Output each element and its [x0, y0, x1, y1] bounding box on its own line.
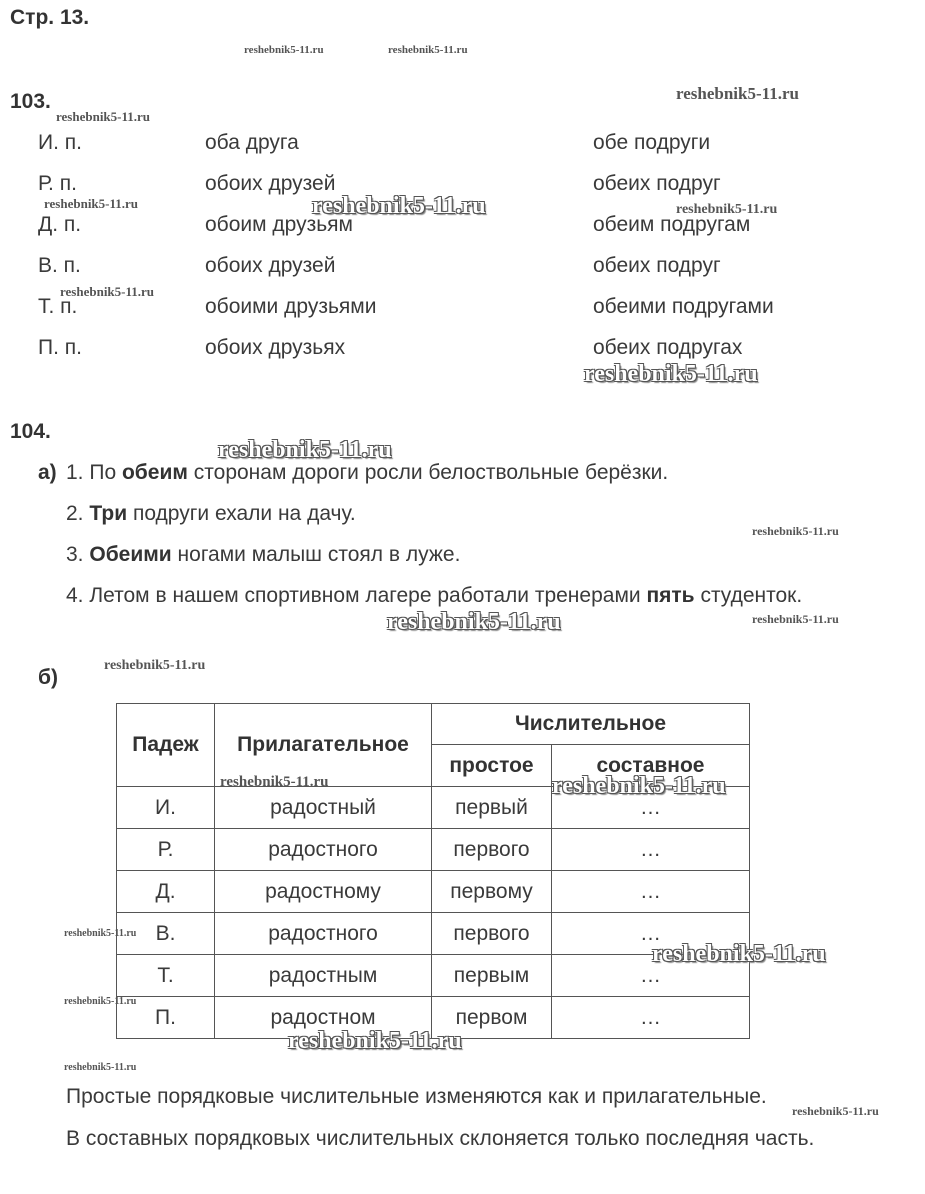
sentence-text: сторонам дороги росли белоствольные берёзки.: [193, 461, 669, 484]
case-label: Т. п.: [38, 295, 78, 318]
watermark: reshebnik5-11.ru: [387, 609, 561, 635]
declension-table: [116, 703, 750, 1039]
watermark: reshebnik5-11.ru: [676, 84, 799, 103]
cell-simple: первым: [432, 955, 552, 997]
page-title: Стр. 13.: [10, 6, 90, 29]
cell-compound: …: [552, 829, 750, 871]
watermark: reshebnik5-11.ru: [752, 612, 839, 626]
watermark: reshebnik5-11.ru: [104, 658, 206, 673]
watermark: reshebnik5-11.ru: [64, 1062, 137, 1073]
watermark: reshebnik5-11.ru: [56, 109, 151, 124]
feminine-form: обеих подруг: [593, 254, 721, 277]
case-label: И. п.: [38, 131, 82, 154]
task-104-number: 104.: [10, 420, 51, 443]
watermark: reshebnik5-11.ru: [552, 773, 726, 799]
highlighted-numeral: пять: [646, 584, 695, 607]
cell-adjective: радостного: [215, 829, 432, 871]
highlighted-numeral: Три: [89, 502, 128, 525]
watermark: reshebnik5-11.ru: [44, 196, 139, 211]
task-103-number: 103.: [10, 90, 51, 113]
sentence-3: [66, 543, 460, 567]
sentence-text: студенток.: [700, 584, 803, 607]
masculine-form: обоих друзьях: [205, 336, 346, 359]
watermark: reshebnik5-11.ru: [652, 941, 826, 967]
cell-case: И.: [117, 787, 215, 829]
table-header-row: [117, 704, 750, 745]
case-label: П. п.: [38, 336, 82, 359]
cell-simple: первом: [432, 997, 552, 1039]
sentence-number: 4.: [66, 584, 84, 607]
cell-simple: первого: [432, 913, 552, 955]
cell-adjective: радостный: [215, 787, 432, 829]
watermark: reshebnik5-11.ru: [792, 1104, 879, 1118]
cell-compound: …: [552, 913, 750, 955]
watermark: reshebnik5-11.ru: [288, 1028, 462, 1054]
case-label: В. п.: [38, 254, 81, 277]
sentence-4: [66, 584, 802, 608]
watermark: reshebnik5-11.ru: [60, 284, 155, 299]
header-compound: составное: [552, 745, 750, 787]
cell-compound: …: [552, 997, 750, 1039]
watermark: reshebnik5-11.ru: [752, 524, 839, 538]
masculine-form: оба друга: [205, 131, 299, 154]
case-label: Р. п.: [38, 172, 77, 195]
masculine-form: обоими друзьями: [205, 295, 377, 318]
table-row: [117, 871, 750, 913]
part-b-label: б): [38, 666, 58, 689]
cell-adjective: радостному: [215, 871, 432, 913]
cell-case: П.: [117, 997, 215, 1039]
watermark: reshebnik5-11.ru: [64, 928, 137, 939]
highlighted-numeral: обеим: [121, 461, 188, 484]
header-case: Падеж: [117, 704, 215, 787]
watermark: reshebnik5-11.ru: [584, 361, 758, 387]
cell-adjective: радостном: [215, 997, 432, 1039]
cell-compound: …: [552, 787, 750, 829]
sentence-2: [66, 502, 356, 526]
watermark: reshebnik5-11.ru: [64, 996, 137, 1007]
cell-compound: …: [552, 955, 750, 997]
masculine-form: обоих друзей: [205, 254, 336, 277]
masculine-form: обоих друзей: [205, 172, 336, 195]
table-row: [117, 829, 750, 871]
sentence-number: 1.: [66, 461, 84, 484]
cell-simple: первому: [432, 871, 552, 913]
conclusion-note-1: Простые порядковые числительные изменяются как и прилагательные.: [66, 1085, 767, 1108]
feminine-form: обе подруги: [593, 131, 711, 154]
sentence-text: подруги ехали на дачу.: [132, 502, 356, 525]
watermark: reshebnik5-11.ru: [220, 774, 329, 790]
watermark: reshebnik5-11.ru: [388, 44, 468, 56]
sentence-text: ногами малыш стоял в луже.: [177, 543, 461, 566]
sentence-text: По: [89, 461, 117, 484]
sentence-text: Летом в нашем спортивном лагере работали тренерами: [89, 584, 641, 607]
feminine-form: обеих подруг: [593, 172, 721, 195]
cell-case: В.: [117, 913, 215, 955]
sentence-number: 3.: [66, 543, 84, 566]
cell-adjective: радостного: [215, 913, 432, 955]
sentence-number: 2.: [66, 502, 84, 525]
watermark: reshebnik5-11.ru: [676, 202, 778, 217]
cell-adjective: радостным: [215, 955, 432, 997]
header-numeral: Числительное: [432, 704, 750, 745]
header-adjective: Прилагательное: [215, 704, 432, 787]
conclusion-note-2: В составных порядковых числительных склоняется только последняя часть.: [66, 1127, 815, 1150]
feminine-form: обеими подругами: [593, 295, 774, 318]
feminine-form: обеим подругам: [593, 213, 751, 236]
watermark: reshebnik5-11.ru: [244, 44, 324, 56]
watermark: reshebnik5-11.ru: [218, 437, 392, 463]
watermark: reshebnik5-11.ru: [312, 193, 486, 219]
masculine-form: обоим друзьям: [205, 213, 353, 236]
sentence-1: [66, 461, 668, 485]
cell-simple: первый: [432, 787, 552, 829]
part-a-label: а): [38, 461, 57, 484]
highlighted-numeral: Обеими: [89, 543, 172, 566]
feminine-form: обеих подругах: [593, 336, 743, 359]
case-label: Д. п.: [38, 213, 82, 236]
cell-simple: первого: [432, 829, 552, 871]
header-simple: простое: [432, 745, 552, 787]
cell-case: Р.: [117, 829, 215, 871]
cell-case: Д.: [117, 871, 215, 913]
cell-case: Т.: [117, 955, 215, 997]
cell-compound: …: [552, 871, 750, 913]
